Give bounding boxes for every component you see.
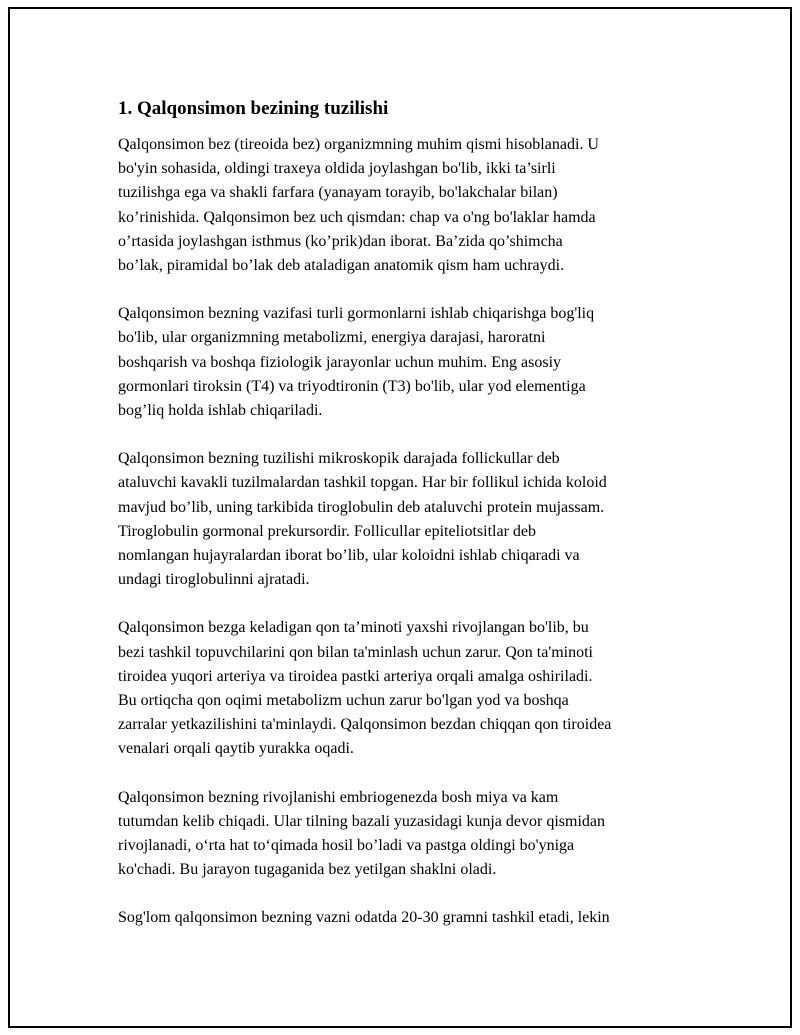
paragraph-line: boshqarish va boshqa fiziologik jarayonlar uchun muhim. Eng asosiy [118,353,562,371]
paragraph [118,447,698,592]
paragraph-line: ko’rinishida. Qalqonsimon bez uch qismdan: chap va o'ng bo'laklar hamda [118,208,596,226]
document-body [118,97,698,955]
paragraph [118,133,698,278]
paragraph-line: bo'yin sohasida, oldingi traxeya oldida joylashgan bo'lib, ikki ta’sirli [118,160,556,178]
paragraph [118,906,698,930]
paragraph-line: Qalqonsimon bezning tuzilishi mikroskopik darajada follickullar deb [118,450,560,468]
paragraph-line: tuzilishga ega va shakli farfara (yanayam torayib, bo'lakchalar bilan) [118,184,558,202]
section-heading: 1. Qalqonsimon bezining tuzilishi [118,98,389,119]
paragraph [118,616,698,761]
paragraph-line: Bu ortiqcha qon oqimi metabolizm uchun zarur bo'lgan yod va boshqa [118,692,569,710]
paragraph-line: Qalqonsimon bezning vazifasi turli gormonlarni ishlab chiqarishga bog'liq [118,305,595,323]
paragraph-line: o’rtasida joylashgan isthmus (ko’prik)dan iborat. Ba’zida qo’shimcha [118,232,563,250]
paragraph [118,302,698,423]
document-page [8,7,792,1028]
paragraph-line: bo’lak, piramidal bo’lak deb ataladigan anatomik qism ham uchraydi. [118,257,565,275]
paragraph-line: undagi tiroglobulinni ajratadi. [118,571,310,589]
paragraph-line: Qalqonsimon bezning rivojlanishi embriogenezda bosh miya va kam [118,788,559,806]
paragraph-line: mavjud bo’lib, uning tarkibida tiroglobulin deb ataluvchi protein mujassam. [118,498,605,516]
paragraph-line: tutumdan kelib chiqadi. Ular tilning bazali yuzasidagi kunja devor qismidan [118,812,605,830]
paragraph-line: tiroidea yuqori arteriya va tiroidea pastki arteriya orqali amalga oshiriladi. [118,667,593,685]
paragraph-line: zarralar yetkazilishini ta'minlaydi. Qalqonsimon bezdan chiqqan qon tiroidea [118,716,612,734]
paragraph-line: bog’liq holda ishlab chiqariladi. [118,402,323,420]
paragraph-line: Tiroglobulin gormonal prekursordir. Follicullar epiteliotsitlar deb [118,522,537,540]
paragraph-line: bo'lib, ular organizmning metabolizmi, energiya darajasi, haroratni [118,329,546,347]
paragraph-line: Qalqonsimon bez (tireoida bez) organizmning muhim qismi hisoblanadi. U [118,136,599,153]
paragraph [118,786,698,883]
paragraph-list [118,133,698,931]
paragraph-line: bezi tashkil topuvchilarini qon bilan ta'minlash uchun zarur. Qon ta'minoti [118,643,593,661]
paragraph-line: venalari orqali qaytib yurakka oqadi. [118,740,354,758]
paragraph-line: ko'chadi. Bu jarayon tugaganida bez yetilgan shaklni oladi. [118,861,497,879]
paragraph-line: gormonlari tiroksin (T4) va triyodtironin (T3) bo'lib, ular yod elementiga [118,377,586,395]
paragraph-line: Sog'lom qalqonsimon bezning vazni odatda 20-30 gramni tashkil etadi, lekin [118,909,610,927]
paragraph-line: rivojlanadi, o‘rta hat to‘qimada hosil bo’ladi va pastga oldingi bo'yniga [118,837,575,855]
paragraph-line: nomlangan hujayralardan iborat bo’lib, ular koloidni ishlab chiqaradi va [118,547,580,565]
paragraph-line: ataluvchi kavakli tuzilmalardan tashkil topgan. Har bir follikul ichida koloid [118,474,607,492]
paragraph-line: Qalqonsimon bezga keladigan qon ta’minoti yaxshi rivojlangan bo'lib, bu [118,619,589,637]
